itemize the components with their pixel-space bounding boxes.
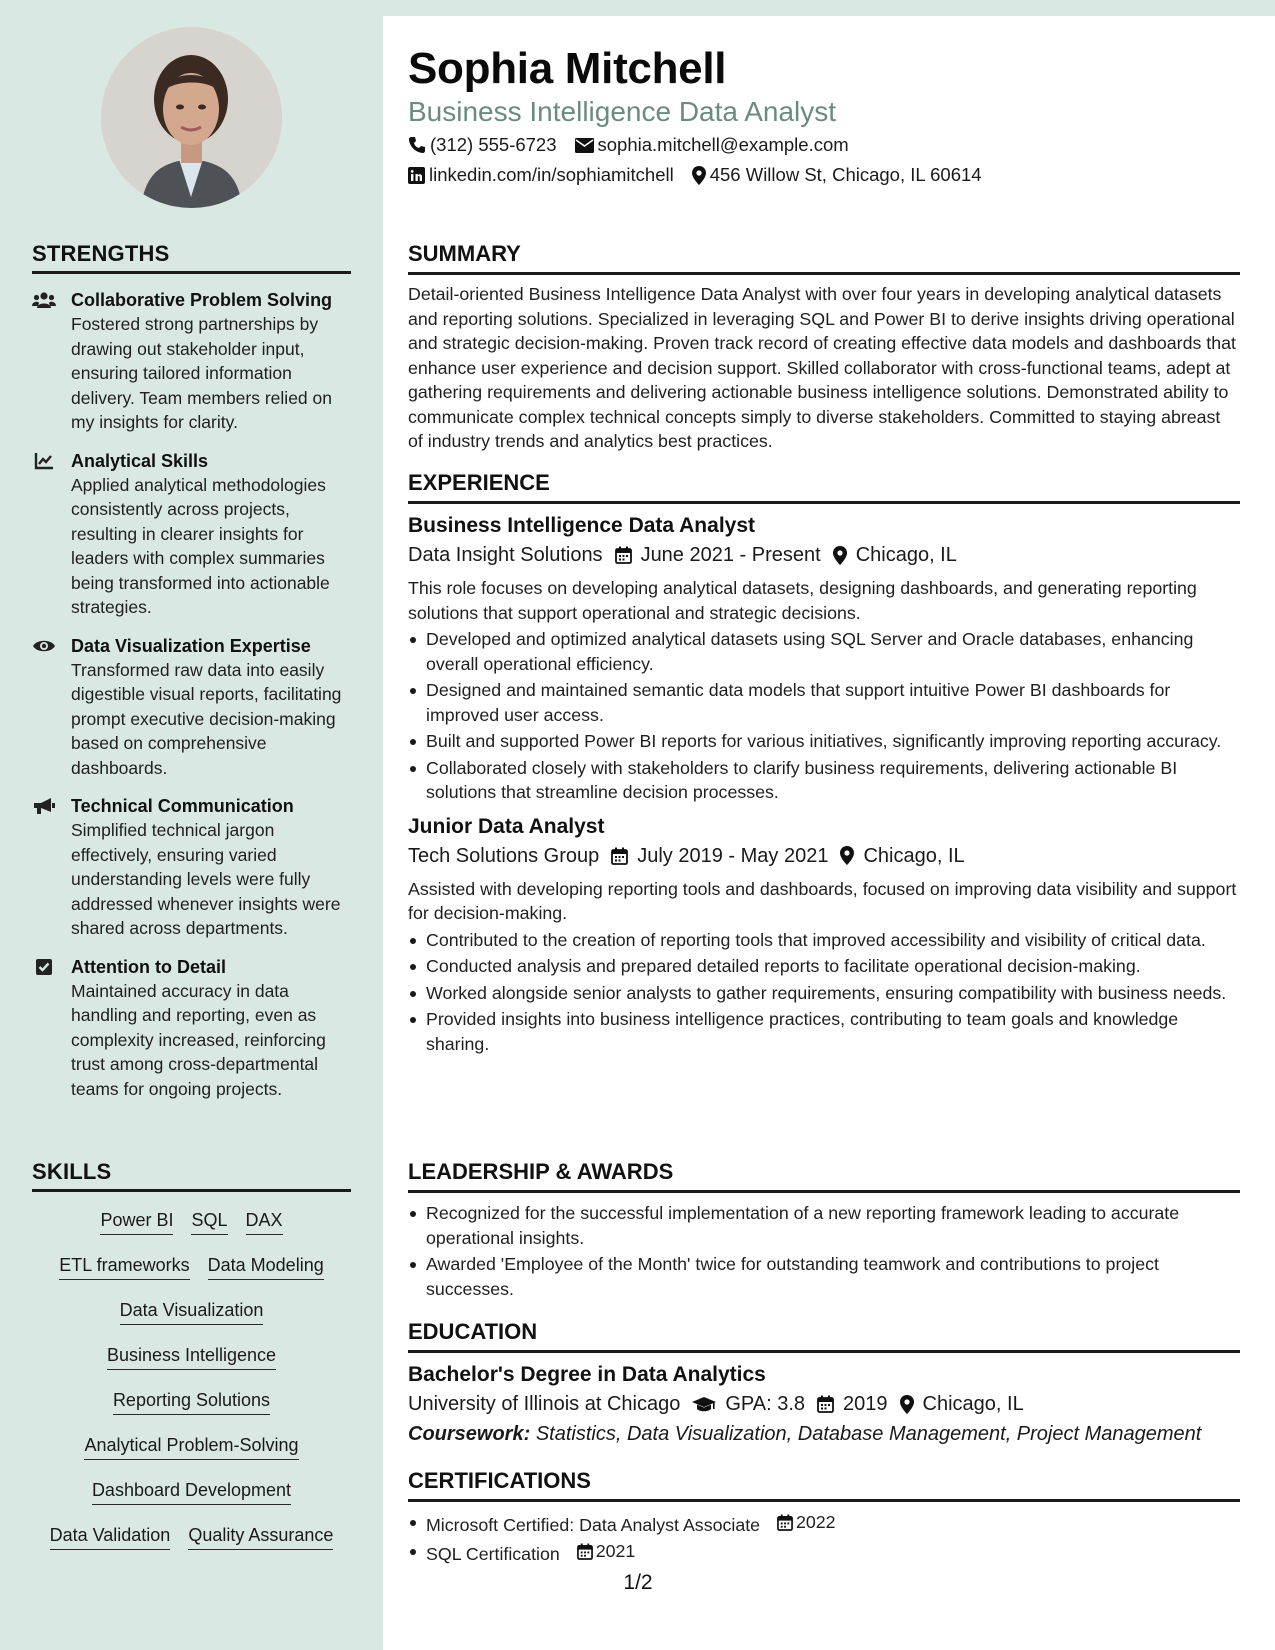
skill-tag: DAX: [246, 1208, 283, 1235]
skills-list: [32, 1202, 351, 1562]
strength-item: [32, 288, 351, 435]
strength-desc: Fostered strong partnerships by drawing out stakeholder input, ensuring tailored information delivery. Team members relied on my insights for clarity.: [71, 314, 332, 432]
experience-heading: EXPERIENCE: [408, 470, 1240, 504]
calendar-icon: [615, 546, 632, 564]
profile-photo: [101, 27, 282, 208]
strength-title: Technical Communication: [71, 796, 294, 816]
strength-title: Collaborative Problem Solving: [71, 290, 333, 310]
job-dates: July 2019 - May 2021: [637, 844, 829, 867]
job-entry: [408, 813, 1240, 1057]
degree-title: Bachelor's Degree in Data Analytics: [408, 1363, 766, 1386]
envelope-icon: [575, 138, 594, 153]
job-dates: June 2021 - Present: [640, 544, 821, 566]
calendar-icon: [777, 1514, 793, 1531]
map-pin-icon: [840, 846, 854, 865]
education-location: Chicago, IL: [922, 1393, 1024, 1415]
strength-desc: Applied analytical methodologies consistently across projects, resulting in clearer insights for leaders with complex summaries being transformed into actionable strategies.: [71, 474, 330, 617]
bullet-item: Collaborated closely with stakeholders to clarify business requirements, delivering actionable BI solutions that streamline decision processes.: [408, 756, 1240, 805]
skill-tag: ETL frameworks: [59, 1253, 189, 1280]
certifications-section: [408, 1468, 1240, 1569]
leadership-heading: LEADERSHIP & AWARDS: [408, 1159, 1240, 1193]
calendar-icon: [817, 1395, 834, 1413]
phone-icon: [408, 136, 426, 154]
job-title: Business Intelligence Data Analyst: [408, 514, 756, 537]
certifications-heading: CERTIFICATIONS: [408, 1468, 1240, 1502]
bullet-item: Worked alongside senior analysts to gather requirements, ensuring compatibility with business needs.: [408, 981, 1240, 1006]
school-name: University of Illinois at Chicago: [408, 1393, 681, 1415]
calendar-icon: [577, 1543, 593, 1560]
coursework-list: Statistics, Data Visualization, Database Management, Project Management: [535, 1423, 1202, 1445]
certification-year: 2021: [595, 1541, 636, 1562]
job-company: Data Insight Solutions: [408, 544, 603, 566]
page-number: 1/2: [623, 1571, 653, 1594]
candidate-name: Sophia Mitchell: [408, 44, 727, 93]
graduation-year: 2019: [843, 1393, 888, 1415]
linkedin-icon: [408, 167, 425, 184]
skills-section: [32, 1159, 351, 1562]
linkedin-link[interactable]: linkedin.com/in/sophiamitchell: [429, 164, 674, 185]
top-strip: [383, 0, 1275, 16]
skill-tag: SQL: [191, 1208, 227, 1235]
megaphone-icon: [32, 796, 56, 816]
education-section: [408, 1319, 1240, 1449]
strength-item: [32, 449, 351, 620]
address-text: 456 Willow St, Chicago, IL 60614: [709, 164, 982, 185]
strengths-section: [32, 241, 351, 1101]
bullet-item: Conducted analysis and prepared detailed reports to facilitate operational decision-making.: [408, 954, 1240, 979]
bullet-item: Awarded 'Employee of the Month' twice for outstanding teamwork and contributions to project successes.: [408, 1252, 1240, 1301]
skill-tag: Data Validation: [50, 1523, 171, 1550]
skill-tag: Power BI: [100, 1208, 173, 1235]
graduation-cap-icon: [692, 1396, 716, 1412]
gpa-text: GPA: 3.8: [725, 1393, 806, 1415]
leadership-bullets: [408, 1201, 1240, 1301]
skill-tag: Analytical Problem-Solving: [84, 1433, 298, 1460]
education-meta: [408, 1389, 1240, 1419]
skill-tag: Data Visualization: [120, 1298, 264, 1325]
strength-desc: Maintained accuracy in data handling and reporting, even as complexity increased, reinforcing trust among cross-departmental teams for ongoing projects.: [71, 980, 326, 1099]
certification-item: [408, 1510, 1240, 1537]
job-location: Chicago, IL: [855, 544, 957, 566]
skill-tag: Business Intelligence: [107, 1343, 276, 1370]
certification-year: 2022: [795, 1512, 836, 1532]
certifications-list: [408, 1510, 1240, 1567]
experience-section: [408, 470, 1240, 1058]
skill-tag: Reporting Solutions: [113, 1388, 270, 1415]
candidate-title: Business Intelligence Data Analyst: [408, 96, 837, 127]
strength-desc: Simplified technical jargon effectively, ensuring varied understanding levels were fully addressed whenever insights were shared across departments.: [71, 820, 341, 938]
job-location: Chicago, IL: [863, 844, 965, 867]
map-pin-icon: [900, 1395, 914, 1414]
bullet-item: Designed and maintained semantic data models that support intuitive Power BI dashboards for improved user access.: [408, 678, 1240, 727]
certification-name: Microsoft Certified: Data Analyst Associate: [426, 1514, 761, 1535]
map-pin-icon: [833, 546, 847, 565]
email-link[interactable]: sophia.mitchell@example.com: [597, 134, 849, 155]
job-company: Tech Solutions Group: [408, 844, 600, 867]
coursework: [408, 1419, 1240, 1449]
contact-row-1: [408, 134, 849, 156]
job-bullets: [408, 928, 1240, 1057]
certification-item: [408, 1539, 1240, 1566]
bullet-item: Provided insights into business intelligence practices, contributing to team goals and knowledge sharing.: [408, 1007, 1240, 1056]
bullet-item: Built and supported Power BI reports for various initiatives, significantly improving reporting accuracy.: [408, 729, 1240, 754]
summary-section: [408, 241, 1240, 454]
phone-text: (312) 555-6723: [430, 134, 557, 155]
users-icon: [32, 290, 56, 310]
skill-tag: Data Modeling: [208, 1253, 324, 1280]
map-pin-icon: [692, 166, 706, 185]
strength-item: [32, 955, 351, 1102]
checkbox-icon: [32, 957, 56, 977]
skills-heading: SKILLS: [32, 1159, 351, 1192]
job-bullets: [408, 627, 1240, 805]
leadership-section: [408, 1159, 1240, 1303]
job-meta: [408, 841, 1240, 871]
strength-title: Attention to Detail: [71, 956, 226, 977]
calendar-icon: [611, 847, 628, 865]
job-description: This role focuses on developing analytical datasets, designing dashboards, and generating reporting solutions that support operational and strategic decisions.: [408, 578, 1197, 623]
strength-item: [32, 794, 351, 941]
strength-title: Data Visualization Expertise: [71, 635, 311, 656]
skill-tag: Quality Assurance: [188, 1523, 333, 1550]
coursework-label: Coursework:: [408, 1423, 531, 1445]
job-entry: [408, 512, 1240, 805]
bullet-item: Recognized for the successful implementation of a new reporting framework leading to accurate operational insights.: [408, 1201, 1240, 1250]
certification-name: SQL Certification: [426, 1544, 560, 1564]
job-description: Assisted with developing reporting tools and dashboards, focused on improving data visibility and support for decision-making.: [408, 878, 1237, 923]
job-meta: [408, 540, 1240, 570]
job-title: Junior Data Analyst: [408, 814, 605, 838]
strength-desc: Transformed raw data into easily digestible visual reports, facilitating prompt executive decision-making based on comprehensive dashboards.: [71, 659, 342, 778]
education-heading: EDUCATION: [408, 1319, 1240, 1353]
bullet-item: Contributed to the creation of reporting tools that improved accessibility and visibility of critical data.: [408, 928, 1240, 953]
eye-icon: [32, 636, 56, 656]
strength-item: [32, 634, 351, 781]
contact-row-2: [408, 164, 982, 186]
skill-tag: Dashboard Development: [92, 1478, 291, 1505]
chart-line-icon: [32, 451, 56, 471]
summary-heading: SUMMARY: [408, 241, 1240, 275]
strength-title: Analytical Skills: [71, 450, 209, 471]
summary-text: Detail-oriented Business Intelligence Data Analyst with over four years in developing analytical datasets and reporting solutions. Specialized in leveraging SQL and Power BI to derive insights driving operational and strategic decision-making. Proven track record of creating effective data models and dashboards that enhance user experience and decision support. Skilled collaborator with cross-functional teams, adept at gathering requirements and delivering actionable business intelligence solutions. Demonstrated ability to communicate complex technical concepts simply to diverse stakeholders. Committed to staying abreast of industry trends and analytics best practices.: [408, 284, 1236, 451]
bullet-item: Developed and optimized analytical datasets using SQL Server and Oracle databases, enhancing overall operational efficiency.: [408, 627, 1240, 676]
strengths-heading: STRENGTHS: [32, 241, 351, 274]
